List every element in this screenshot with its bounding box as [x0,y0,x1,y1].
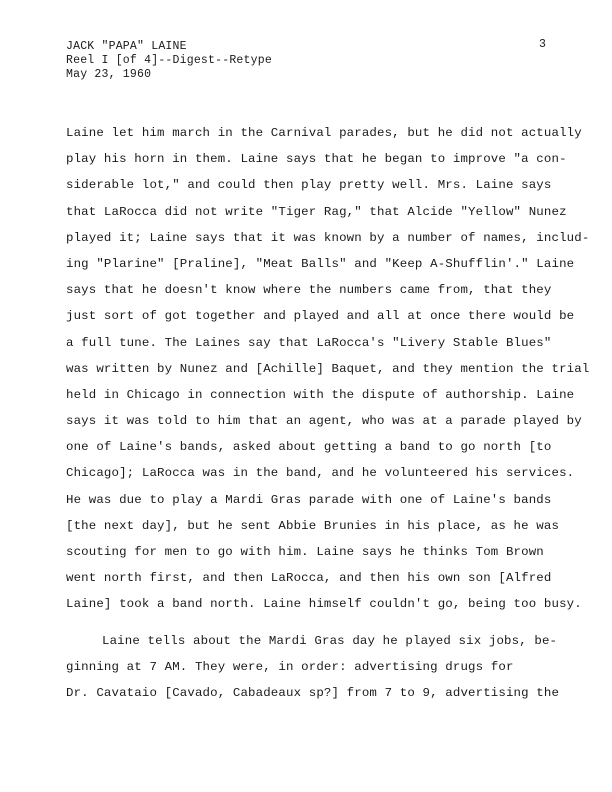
text-line: played it; Laine says that it was known by a number of names, includ- [66,230,590,245]
text-line: siderable lot," and could then play pretty well. Mrs. Laine says [66,178,552,193]
text-line: Dr. Cavataio [Cavado, Cabadeaux sp?] from 7 to 9, advertising the [66,685,560,700]
text-line: play his horn in them. Laine says that he began to improve "a con- [66,152,567,167]
reel-info: Reel I [of 4]--Digest--Retype [66,54,272,67]
text-line: scouting for men to go with him. Laine says he thinks Tom Brown [66,545,544,559]
text-line: Laine let him march in the Carnival parades, but he did not actually [66,126,582,140]
paragraph-gap [66,618,586,628]
transcript-body [66,120,590,706]
page-number: 3 [539,38,546,51]
text-line: one of Laine's bands, asked about getting a band to go north [to [66,440,552,455]
text-line: ing "Plarine" [Praline], "Meat Balls" and "Keep A-Shufflin'." Laine [66,256,575,271]
text-line: Laine] took a band north. Laine himself couldn't go, being too busy. [66,597,582,612]
text-line: was written by Nunez and [Achille] Baquet, and they mention the trial [66,361,590,376]
text-line: [the next day], but he sent Abbie Brunies in his place, as he was [66,518,560,533]
text-line: says that he doesn't know where the numbers came from, that they [66,283,552,298]
paragraph-1 [66,120,590,618]
text-line: held in Chicago in connection with the dispute of authorship. Laine [66,387,575,402]
document-header [66,40,272,82]
text-line: a full tune. The Laines say that LaRocca's "Livery Stable Blues" [66,335,552,350]
text-line: just sort of got together and played and all at once there would be [66,309,575,324]
text-line: that LaRocca did not write "Tiger Rag," that Alcide "Yellow" Nunez [66,204,567,219]
paragraph-2 [66,628,586,707]
interview-date: May 23, 1960 [66,68,152,81]
text-line: ginning at 7 AM. They were, in order: advertising drugs for [66,659,514,674]
text-line: Laine tells about the Mardi Gras day he played six jobs, be- [102,633,558,648]
interviewee-name: JACK "PAPA" LAINE [66,40,187,53]
text-line: says it was told to him that an agent, who was at a parade played by [66,414,582,429]
text-line: went north first, and then LaRocca, and then his own son [Alfred [66,571,552,586]
text-line: Chicago]; LaRocca was in the band, and he volunteered his services. [66,466,575,481]
text-line: He was due to play a Mardi Gras parade with one of Laine's bands [66,492,552,507]
